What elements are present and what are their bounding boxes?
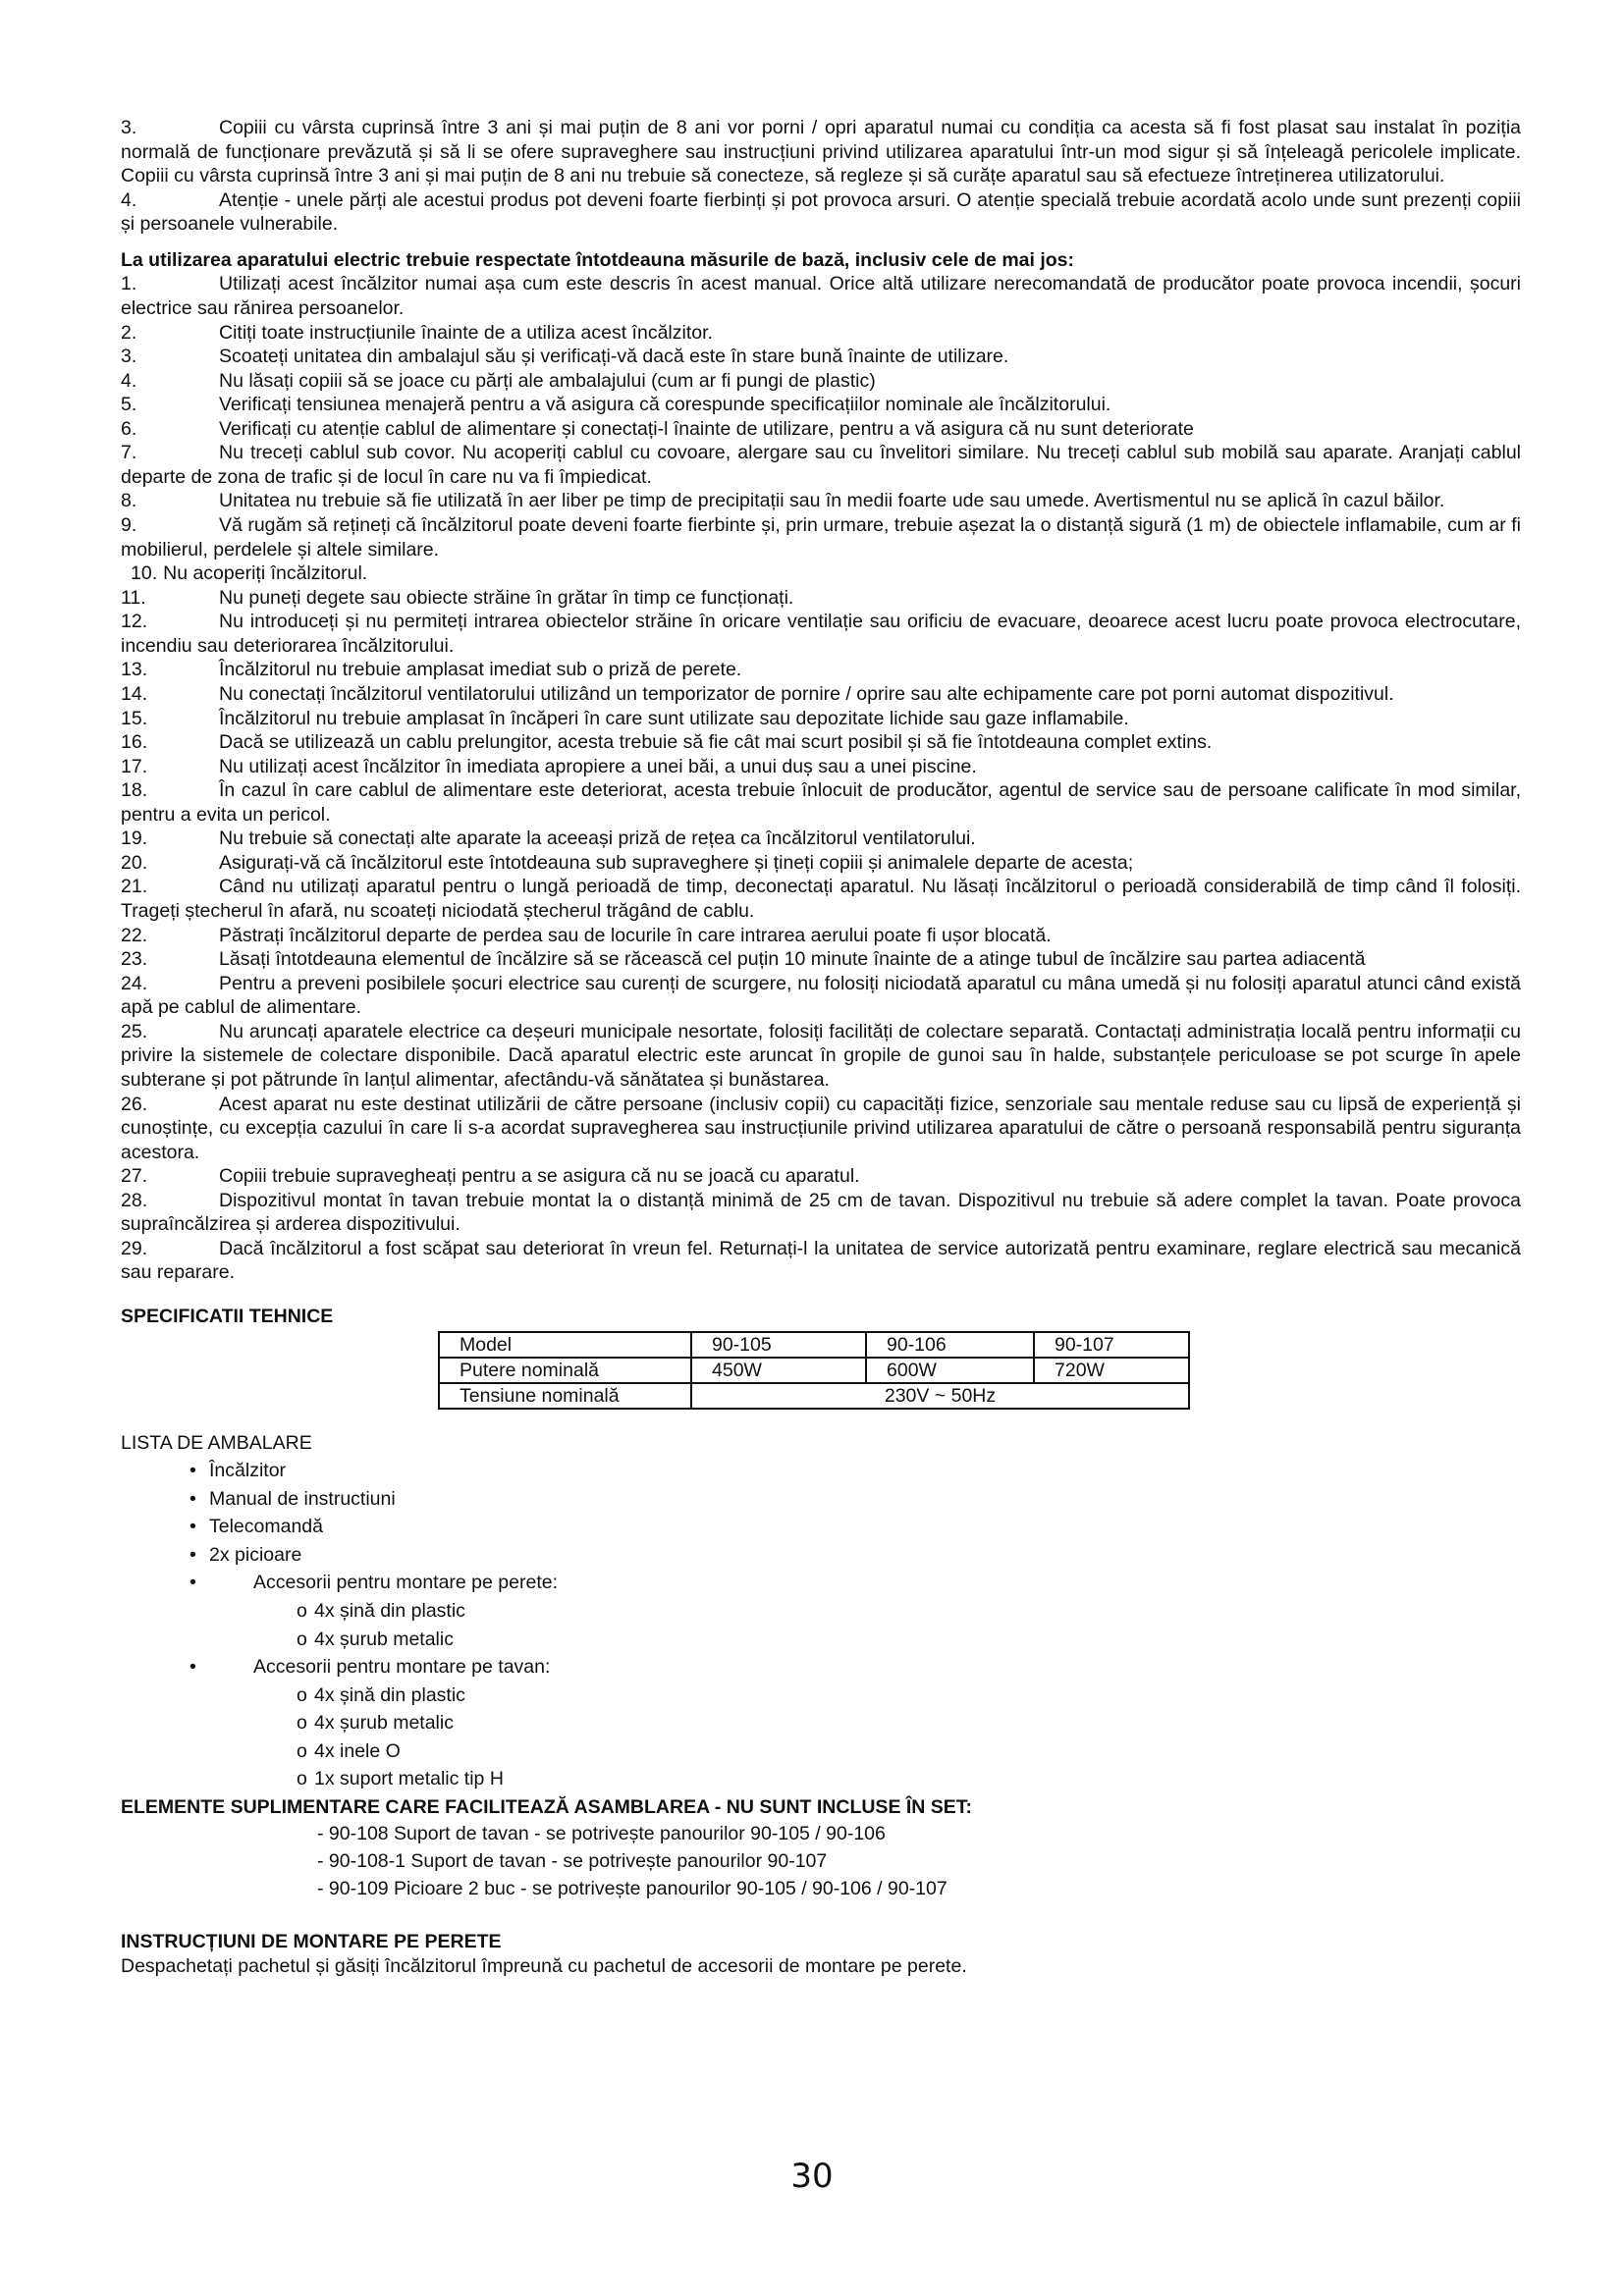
item-number: 15.	[121, 707, 148, 729]
item-text: Nu trebuie să conectați alte aparate la aceeași priză de rețea ca încălzitorul ventilatorului.	[219, 828, 976, 850]
item-text: Scoateți unitatea din ambalajul său și verificați-vă dacă este în stare bună înainte de utilizare.	[219, 346, 1009, 368]
accessory-item: 4x șină din plastic	[314, 1599, 465, 1622]
specs-row-model	[439, 1332, 1189, 1358]
item-text: Nu lăsați copiii să se joace cu părți ale ambalajului (cum ar fi pungi de plastic)	[219, 369, 876, 392]
item-number: 13.	[121, 659, 148, 681]
list-item	[121, 116, 1521, 188]
list-item	[121, 1164, 1521, 1189]
item-text: Nu conectați încălzitorul ventilatorului utilizând un temporizator de pornire / oprire sau alte echipamente care pot porni automat dispozitivul.	[219, 682, 1394, 705]
item-number: 1.	[121, 273, 137, 295]
specs-table	[438, 1331, 1190, 1410]
list-item	[121, 272, 1521, 320]
list-item	[121, 851, 1521, 876]
list-item	[121, 1237, 1521, 1285]
specs-title: SPECIFICATII TEHNICE	[121, 1306, 334, 1327]
item-text: Asigurați-vă că încălzitorul este întotdeauna sub supraveghere și țineți copiii și animalele departe de acesta;	[219, 851, 1134, 874]
packing-item: Manual de instructiuni	[209, 1487, 396, 1510]
item-text: Vă rugăm să rețineți că încălzitorul poate deveni foarte fierbinte și, prin urmare, trebuie așezat la o distanță sigură (1 m) de obiectele inflamabile, cum ar fi mobilierul, perdelele și altele similare.	[121, 514, 1521, 561]
item-text: Când nu utilizați aparatul pentru o lungă perioadă de timp, deconectați aparatul. Nu lăsați încălzitorul o perioadă considerabilă de timp când îl folosiți. Trageți ștecherul în afară, nu scoateți niciodată ștecherul trăgând de cablu.	[121, 876, 1521, 922]
item-text: Pentru a preveni posibilele șocuri electrice sau curenți de scurgere, nu folosiți niciodată aparatul cu mâna umedă și nu folosiți aparatul atunci când există apă pe cablul de alimentare.	[121, 972, 1521, 1019]
item-number: 4.	[121, 188, 137, 211]
packing-item: Telecomandă	[209, 1516, 323, 1538]
list-item	[121, 586, 1521, 611]
item-text: Acest aparat nu este destinat utilizării de către persoane (inclusiv copii) cu capacități fizice, senzoriale sau mentale reduse sau cu lipsă de experiență și cunoștințe, cu excepția cazului în care li s-a acordat supravegherea sau instrucțiunile privind utilizarea aparatului de către o persoană responsabilă pentru siguranța acestora.	[121, 1093, 1521, 1163]
item-number: 3.	[121, 117, 137, 138]
packing-item: 2x picioare	[209, 1543, 302, 1566]
list-item	[121, 827, 1521, 851]
list-item	[121, 393, 1521, 417]
list-item	[121, 1459, 1521, 1483]
item-text: Încălzitorul nu trebuie amplasat imediat sub o priză de perete.	[219, 659, 742, 681]
specs-cell: 90-107	[1034, 1332, 1189, 1358]
list-item	[121, 1093, 1521, 1165]
item-number: 11.	[121, 586, 146, 609]
item-text: Încălzitorul nu trebuie amplasat în încăperi în care sunt utilizate sau depozitate lichide sau gaze inflamabile.	[219, 707, 1129, 729]
bullet-icon: •	[189, 1543, 196, 1566]
specs-cell: Putere nominală	[439, 1358, 691, 1383]
item-text: Copiii trebuie supravegheați pentru a se asigura că nu se joacă cu aparatul.	[219, 1165, 860, 1188]
item-number: 3.	[121, 346, 137, 368]
item-text: Nu aruncați aparatele electrice ca deșeuri municipale nesortate, folosiți facilități de colectare separată. Contactați administrația locală pentru informații cu privire la sistemele de colectare disponibile. Dacă aparatul electric este aruncat în gropile de gunoi sau în halde, substanțele periculoase se pot scurge în apele subterane și pot pătrunde în lanțul alimentar, afectându-vă sănătatea și bunăstarea.	[121, 1020, 1521, 1091]
item-number: 19.	[121, 828, 148, 850]
item-number: 16.	[121, 731, 148, 754]
wall-accessories-label: Accesorii pentru montare pe perete:	[253, 1572, 559, 1594]
accessory-item: 4x inele O	[314, 1739, 401, 1762]
extras-title: ELEMENTE SUPLIMENTARE CARE FACILITEAZĂ ASAMBLAREA - NU SUNT INCLUSE ÎN SET:	[121, 1795, 973, 1818]
item-number: 27.	[121, 1165, 148, 1188]
item-number: 9.	[121, 514, 137, 536]
item-text: Nu acoperiți încălzitorul.	[163, 562, 368, 585]
packing-title: LISTA DE AMBALARE	[121, 1431, 312, 1454]
circle-bullet-icon: o	[297, 1683, 307, 1706]
list-item	[121, 755, 1521, 779]
intro-list	[121, 116, 1521, 237]
item-text: Unitatea nu trebuie să fie utilizată în aer liber pe timp de precipitații sau în medii foarte ude sau umede. Avertismentul nu se aplică în cazul băilor.	[219, 490, 1445, 512]
item-number: 4.	[121, 369, 137, 392]
wall-mount-title: INSTRUCȚIUNI DE MONTARE PE PERETE	[121, 1931, 502, 1953]
specs-cell: 230V ~ 50Hz	[691, 1383, 1189, 1409]
item-text: Citiți toate instrucțiunile înainte de a utiliza acest încălzitor.	[219, 321, 713, 344]
list-item	[121, 610, 1521, 658]
item-text: Păstrați încălzitorul departe de perdea sau de locurile în care intrarea aerului poate fi ușor blocată.	[219, 924, 1052, 946]
accessory-item: 4x șurub metalic	[314, 1628, 454, 1650]
item-number: 21.	[121, 876, 148, 898]
item-text: Verificați cu atenție cablul de alimentare și conectați-l înainte de utilizare, pentru a vă asigura că nu sunt deteriorate	[219, 417, 1194, 440]
list-item	[297, 1767, 1521, 1791]
bullet-icon: •	[189, 1460, 196, 1482]
extras-item: - 90-108 Suport de tavan - se potrivește panourilor 90-105 / 90-106	[317, 1823, 886, 1845]
list-item	[121, 345, 1521, 369]
packing-item: Încălzitor	[209, 1460, 287, 1482]
bullet-icon: •	[189, 1572, 196, 1594]
item-number: 25.	[121, 1020, 148, 1042]
circle-bullet-icon: o	[297, 1599, 307, 1622]
item-text: Utilizați acest încălzitor numai așa cum este descris în acest manual. Orice altă utilizare nerecomandată de producător poate provoca incendii, șocuri electrice sau rănirea persoanelor.	[121, 273, 1521, 319]
item-number: 7.	[121, 442, 137, 464]
list-item	[121, 947, 1521, 972]
list-item	[121, 682, 1521, 707]
item-number: 28.	[121, 1189, 148, 1211]
safety-heading: La utilizarea aparatului electric trebuie respectate întotdeauna măsurile de bază, inclusiv cele de mai jos:	[121, 248, 1075, 271]
list-item	[121, 972, 1521, 1020]
ceiling-accessories-list	[297, 1683, 1521, 1791]
item-number: 5.	[121, 394, 137, 416]
item-text: Dacă încălzitorul a fost scăpat sau deteriorat în vreun fel. Returnați-l la unitatea de service autorizată pentru examinare, reglare electrică sau mecanică sau reparare.	[121, 1237, 1521, 1284]
circle-bullet-icon: o	[297, 1768, 307, 1790]
list-item	[297, 1683, 1521, 1708]
item-number: 20.	[121, 851, 148, 874]
list-item	[121, 1487, 1521, 1512]
item-number: 12.	[121, 611, 148, 633]
item-number: 26.	[121, 1093, 148, 1115]
accessory-item: 4x șină din plastic	[314, 1683, 465, 1706]
list-item	[121, 513, 1521, 561]
list-item	[121, 730, 1521, 755]
item-text: Verificați tensiunea menajeră pentru a vă asigura că corespunde specificațiilor nominale ale încălzitorului.	[219, 394, 1111, 416]
list-item	[121, 188, 1521, 237]
circle-bullet-icon: o	[297, 1739, 307, 1762]
list-item	[297, 1628, 1521, 1652]
list-item	[121, 321, 1521, 346]
specs-cell: Model	[439, 1332, 691, 1358]
bullet-icon: •	[189, 1516, 196, 1538]
accessory-item: 1x suport metalic tip H	[314, 1768, 504, 1790]
list-item	[121, 658, 1521, 682]
specs-row-power	[439, 1358, 1189, 1383]
specs-cell: 90-106	[866, 1332, 1034, 1358]
item-number: 29.	[121, 1237, 148, 1259]
list-item	[297, 1711, 1521, 1735]
extras-item: - 90-108-1 Suport de tavan - se potrivește panourilor 90-107	[317, 1850, 828, 1872]
list-item	[121, 707, 1521, 731]
item-number: 10.	[131, 562, 158, 585]
item-text: Atenție - unele părți ale acestui produs pot deveni foarte fierbinți și pot provoca arsuri. O atenție specială trebuie acordată acolo unde sunt prezenți copiii și persoanele vulnerabile.	[121, 188, 1521, 236]
item-number: 2.	[121, 321, 137, 344]
specs-cell: 450W	[691, 1358, 866, 1383]
item-number: 17.	[121, 755, 148, 777]
item-text: Nu introduceți și nu permiteți intrarea obiectelor străine în oricare ventilație sau orificiu de evacuare, deoarece acest lucru poate provoca electrocutare, incendiu sau deteriorarea încălzitorului.	[121, 611, 1521, 657]
list-item	[121, 875, 1521, 923]
list-item	[121, 778, 1521, 827]
item-number: 22.	[121, 924, 148, 946]
circle-bullet-icon: o	[297, 1712, 307, 1735]
bullet-icon: •	[189, 1656, 196, 1679]
list-item	[121, 1020, 1521, 1093]
wall-mount-text: Despachetați pachetul și găsiți încălzitorul împreună cu pachetul de accesorii de montare pe perete.	[121, 1954, 967, 1977]
list-item	[121, 561, 1521, 586]
item-number: 24.	[121, 972, 148, 994]
item-text: Dacă se utilizează un cablu prelungitor, acesta trebuie să fie cât mai scurt posibil și să fie întotdeauna complet extins.	[219, 731, 1213, 754]
list-item	[297, 1739, 1521, 1764]
list-item	[297, 1599, 1521, 1624]
list-item	[121, 441, 1521, 489]
item-text: Nu puneți degete sau obiecte străine în grătar în timp ce funcționați.	[219, 586, 794, 609]
list-item	[121, 489, 1521, 513]
item-number: 18.	[121, 779, 148, 802]
list-item	[121, 924, 1521, 948]
safety-list	[121, 272, 1521, 1285]
item-text: Copiii cu vârsta cuprinsă între 3 ani și mai puțin de 8 ani vor porni / opri aparatul numai cu condiția ca acesta să fi fost plasat sau instalat în poziția normală de funcționare prevăzută și să li se ofere supraveghere sau instrucțiuni privind utilizarea aparatului într-un mod sigur și să înțeleagă pericolele implicate. Copiii cu vârsta cuprinsă între 3 ani și mai puțin de 8 ani nu trebuie să conecteze, să regleze și să curățe aparatul sau să efectueze întreținerea utilizatorului.	[121, 117, 1521, 187]
page-number: 30	[790, 2157, 834, 2196]
accessory-item: 4x șurub metalic	[314, 1712, 454, 1735]
list-item	[121, 1543, 1521, 1568]
specs-row-voltage	[439, 1383, 1189, 1409]
list-item	[121, 1189, 1521, 1237]
list-item	[121, 369, 1521, 394]
specs-cell: 720W	[1034, 1358, 1189, 1383]
item-text: Nu utilizați acest încălzitor în imediata apropiere a unei băi, a unui duș sau a unei piscine.	[219, 755, 977, 777]
ceiling-accessories-label: Accesorii pentru montare pe tavan:	[253, 1656, 551, 1679]
item-number: 23.	[121, 948, 148, 971]
wall-accessories-list	[297, 1599, 1521, 1651]
list-item	[121, 417, 1521, 442]
specs-cell: 600W	[866, 1358, 1034, 1383]
list-item	[121, 1655, 1521, 1791]
page-content	[121, 116, 1521, 1978]
bullet-icon: •	[189, 1487, 196, 1510]
list-item	[121, 1515, 1521, 1539]
extras-item: - 90-109 Picioare 2 buc - se potrivește panourilor 90-105 / 90-106 / 90-107	[317, 1877, 947, 1899]
item-text: Nu treceți cablul sub covor. Nu acoperiți cablul cu covoare, alergare sau cu învelitori similare. Nu treceți cablul sub mobilă sau aparate. Aranjați cablul departe de zona de trafic și de locul în care nu va fi împiedicat.	[121, 442, 1521, 488]
specs-cell: Tensiune nominală	[439, 1383, 691, 1409]
item-text: În cazul în care cablul de alimentare este deteriorat, acesta trebuie înlocuit de producător, agentul de service sau de persoane calificate în mod similar, pentru a evita un pericol.	[121, 779, 1521, 826]
list-item	[121, 1571, 1521, 1651]
circle-bullet-icon: o	[297, 1628, 307, 1650]
extras-list	[317, 1822, 1521, 1900]
specs-cell: 90-105	[691, 1332, 866, 1358]
item-number: 6.	[121, 417, 137, 440]
item-text: Dispozitivul montat în tavan trebuie montat la o distanță minimă de 25 cm de tavan. Dispozitivul nu trebuie să adere complet la tavan. Poate provoca supraîncălzirea și arderea dispozitivului.	[121, 1189, 1521, 1236]
item-text: Lăsați întotdeauna elementul de încălzire să se răcească cel puțin 10 minute înainte de a atinge tubul de încălzire sau partea adiacentă	[219, 948, 1366, 971]
item-number: 14.	[121, 682, 148, 705]
packing-list	[121, 1459, 1521, 1791]
item-number: 8.	[121, 490, 137, 512]
